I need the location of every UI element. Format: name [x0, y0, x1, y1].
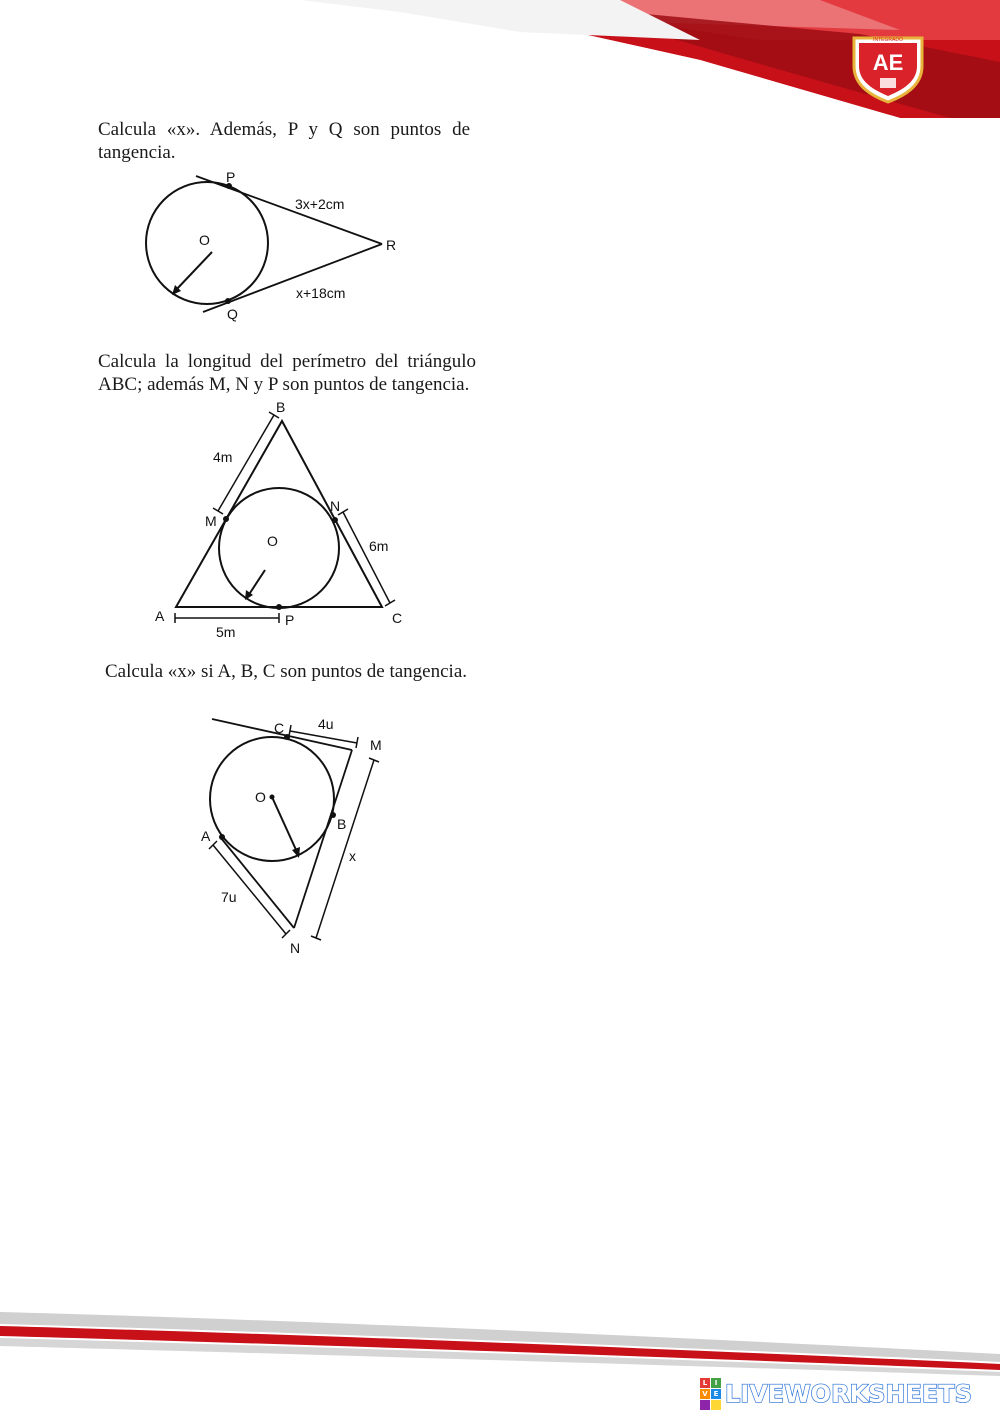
logo-top-text: INTEGRADO — [873, 37, 903, 43]
label-A: A — [155, 608, 165, 624]
label-B: B — [276, 399, 286, 415]
liveworksheets-brand[interactable] — [700, 1378, 996, 1410]
brand-block — [711, 1400, 721, 1410]
label-O: O — [267, 533, 278, 549]
label-segment-MN: x — [349, 848, 356, 864]
label-segment-BM: 4m — [213, 449, 233, 465]
label-Q: Q — [227, 306, 238, 322]
label-segment-AN: 7u — [221, 889, 237, 905]
label-segment-QR: x+18cm — [296, 285, 346, 301]
brand-block: V — [700, 1389, 710, 1399]
problem-1-figure — [130, 160, 420, 330]
label-segment-CM: 4u — [318, 716, 334, 732]
brand-name: LIVEWORKSHEETS — [725, 1380, 972, 1408]
label-C: C — [274, 720, 285, 736]
school-logo — [850, 30, 926, 104]
label-N: N — [290, 940, 301, 956]
label-R: R — [386, 237, 397, 253]
label-segment-AP: 5m — [216, 624, 236, 640]
label-A: A — [201, 828, 211, 844]
problem-2-statement: Calcula la longitud del perímetro del triángulo ABC; además M, N y P son puntos de tangencia. — [98, 351, 476, 395]
label-O: O — [199, 232, 210, 248]
brand-block: E — [711, 1389, 721, 1399]
label-P: P — [226, 169, 236, 185]
label-C: C — [392, 610, 403, 626]
label-B: B — [337, 816, 347, 832]
label-N: N — [330, 498, 341, 514]
label-P: P — [285, 612, 295, 628]
brand-block: L — [700, 1378, 710, 1388]
problem-2-figure — [150, 395, 410, 645]
footer-band — [0, 1290, 1000, 1380]
label-segment-NC: 6m — [369, 538, 389, 554]
label-segment-PR: 3x+2cm — [295, 196, 345, 212]
problem-1-statement: Calcula «x». Además, P y Q son puntos de tangencia. — [98, 119, 470, 163]
label-O: O — [255, 789, 266, 805]
brand-block: I — [711, 1378, 721, 1388]
label-M: M — [205, 513, 217, 529]
brand-block — [700, 1400, 710, 1410]
problem-3-statement: Calcula «x» si A, B, C son puntos de tangencia. — [105, 661, 468, 682]
label-M: M — [370, 737, 382, 753]
brand-blocks-icon — [700, 1378, 721, 1410]
logo-letters: AE — [872, 50, 904, 75]
problem-3-figure — [190, 705, 410, 965]
